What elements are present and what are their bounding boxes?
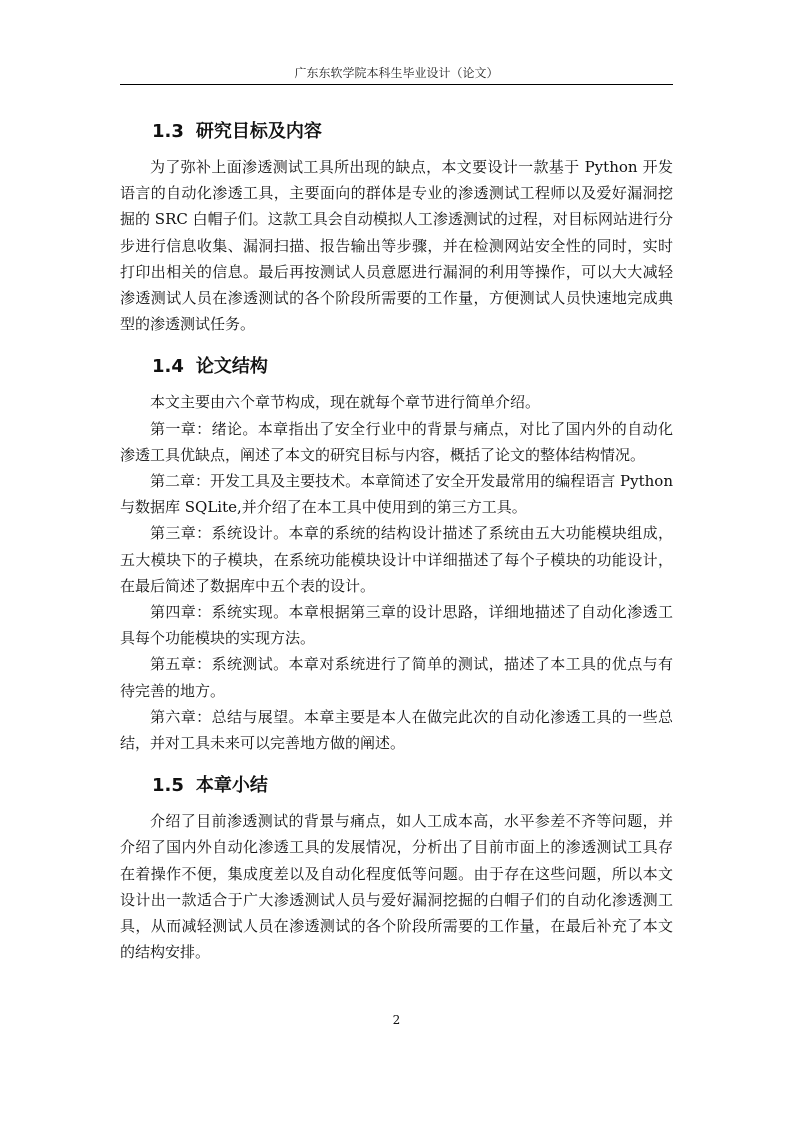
section-heading-1-5	[120, 772, 673, 800]
section-number: 1.4	[152, 356, 184, 378]
section-title: 研究目标及内容	[195, 121, 322, 142]
paragraph: 第三章：系统设计。本章的系统的结构设计描述了系统由五大功能模块组成，五大模块下的子模块，在系统功能模块设计中详细描述了每个子模块的功能设计，在最后简述了数据库中五个表的设计。	[120, 524, 673, 595]
paragraph: 第一章：绪论。本章指出了安全行业中的背景与痛点，对比了国内外的自动化渗透工具优缺点，阐述了本文的研究目标与内容，概括了论文的整体结构情况。	[120, 419, 673, 464]
paragraph: 介绍了目前渗透测试的背景与痛点，如人工成本高，水平参差不齐等问题，并介绍了国内外自动化渗透工具的发展情况，分析出了目前市面上的渗透测试工具存在着操作不便，集成度差以及自动化程度低等问题。由于存在这些问题，所以本文设计出一款适合于广大渗透测试人员与爱好漏洞挖掘的白帽子们的自动化渗透测工具，从而减轻测试人员在渗透测试的各个阶段所需要的工作量，在最后补充了本文的结构安排。	[120, 812, 673, 962]
paragraph: 第二章：开发工具及主要技术。本章简述了安全开发最常用的编程语言 Python 与数据库 SQLite,并介绍了在本工具中使用到的第三方工具。	[120, 472, 673, 517]
page-number: 2	[392, 1013, 401, 1027]
header-divider	[120, 84, 673, 85]
paragraph: 第五章：系统测试。本章对系统进行了简单的测试，描述了本工具的优点与有待完善的地方。	[120, 655, 673, 700]
paragraph: 第四章：系统实现。本章根据第三章的设计思路，详细地描述了自动化渗透工具每个功能模块的实现方法。	[120, 603, 673, 648]
section-title: 本章小结	[195, 775, 268, 797]
section-heading-1-3	[120, 118, 673, 146]
section-number: 1.5	[152, 775, 184, 797]
document-body	[120, 118, 673, 965]
section-heading-1-4	[120, 353, 673, 381]
page-header: 广东东软学院本科生毕业设计（论文）	[294, 66, 499, 80]
paragraph: 本文主要由六个章节构成，现在就每个章节进行简单介绍。	[150, 393, 541, 412]
paragraph: 为了弥补上面渗透测试工具所出现的缺点，本文要设计一款基于 Python 开发语言的自动化渗透工具，主要面向的群体是专业的渗透测试工程师以及爱好漏洞挖掘的 SRC 白帽子们。这款工具会自动模拟人工渗透测试的过程，对目标网站进行分步进行信息收集、漏洞扫描、报告输出等步骤，并在检测网站安全性的同时，实时打印出相关的信息。最后再按测试人员意愿进行漏洞的利用等操作，可以大大减轻渗透测试人员在渗透测试的各个阶段所需要的工作量，方便测试人员快速地完成典型的渗透测试任务。	[120, 158, 673, 334]
section-title: 论文结构	[195, 356, 268, 378]
paragraph: 第六章：总结与展望。本章主要是本人在做完此次的自动化渗透工具的一些总结，并对工具未来可以完善地方做的阐述。	[120, 707, 673, 753]
section-number: 1.3	[152, 121, 184, 142]
